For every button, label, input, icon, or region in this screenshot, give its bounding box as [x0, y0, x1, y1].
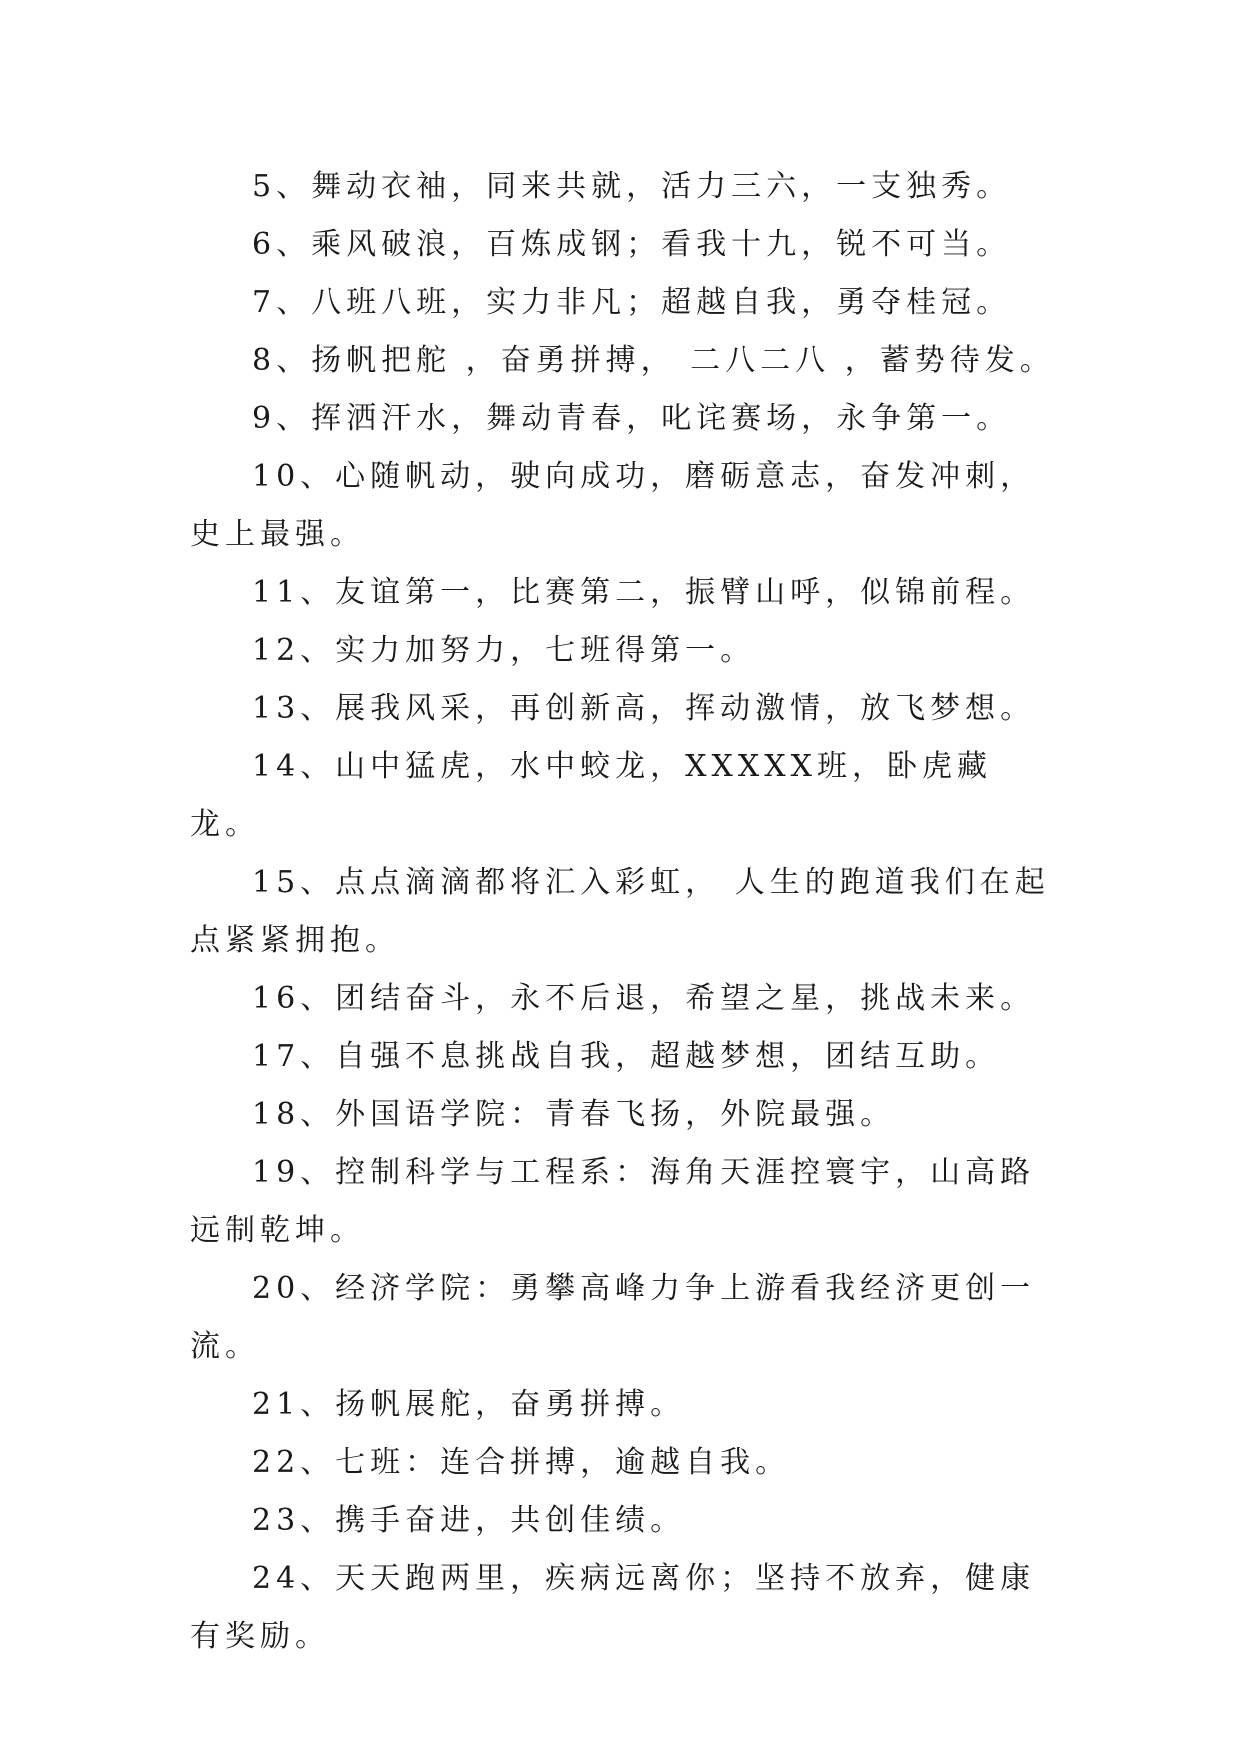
paragraph-21: 21、扬帆展舵，奋勇拼搏。 — [252, 1387, 686, 1422]
paragraph-9: 9、挥洒汗水，舞动青春，叱诧赛场，永争第一。 — [252, 401, 1012, 436]
paragraph-14: 14、山中猛虎，水中蛟龙，XXXXX班，卧虎藏龙。 — [190, 749, 992, 842]
paragraph-7: 7、八班八班，实力非凡；超越自我，勇夺桂冠。 — [252, 285, 1012, 320]
paragraph-8: 8、扬帆把舵 ，奋勇拼搏， 二八二八 ，蓄势待发。 — [252, 343, 1055, 378]
document-body — [190, 158, 1060, 1666]
paragraph-20: 20、经济学院：勇攀高峰力争上游看我经济更创一流。 — [190, 1271, 1036, 1364]
paragraph-18: 18、外国语学院：青春飞扬，外院最强。 — [252, 1097, 896, 1132]
paragraph-12: 12、实力加努力，七班得第一。 — [252, 633, 756, 668]
paragraph-19: 19、控制科学与工程系：海角天涯控寰宇，山高路远制乾坤。 — [190, 1155, 1036, 1248]
paragraph-11: 11、友谊第一，比赛第二，振臂山呼，似锦前程。 — [252, 575, 1036, 610]
paragraph-17: 17、自强不息挑战自我，超越梦想，团结互助。 — [252, 1039, 1001, 1074]
paragraph-24: 24、天天跑两里，疾病远离你；坚持不放弃，健康有奖励。 — [190, 1561, 1036, 1654]
paragraph-22: 22、七班：连合拼搏，逾越自我。 — [252, 1445, 791, 1480]
paragraph-23: 23、携手奋进，共创佳绩。 — [252, 1503, 686, 1538]
paragraph-15: 15、点点滴滴都将汇入彩虹， 人生的跑道我们在起点紧紧拥抱。 — [190, 865, 1050, 958]
paragraph-16: 16、团结奋斗，永不后退，希望之星，挑战未来。 — [252, 981, 1036, 1016]
paragraph-6: 6、乘风破浪，百炼成钢；看我十九，锐不可当。 — [252, 227, 1012, 262]
paragraph-10: 10、心随帆动，驶向成功，磨砺意志，奋发冲刺，史上最强。 — [190, 459, 1036, 552]
paragraph-13: 13、展我风采，再创新高，挥动激情，放飞梦想。 — [252, 691, 1036, 726]
paragraph-5: 5、舞动衣袖，同来共就，活力三六，一支独秀。 — [252, 169, 1012, 204]
